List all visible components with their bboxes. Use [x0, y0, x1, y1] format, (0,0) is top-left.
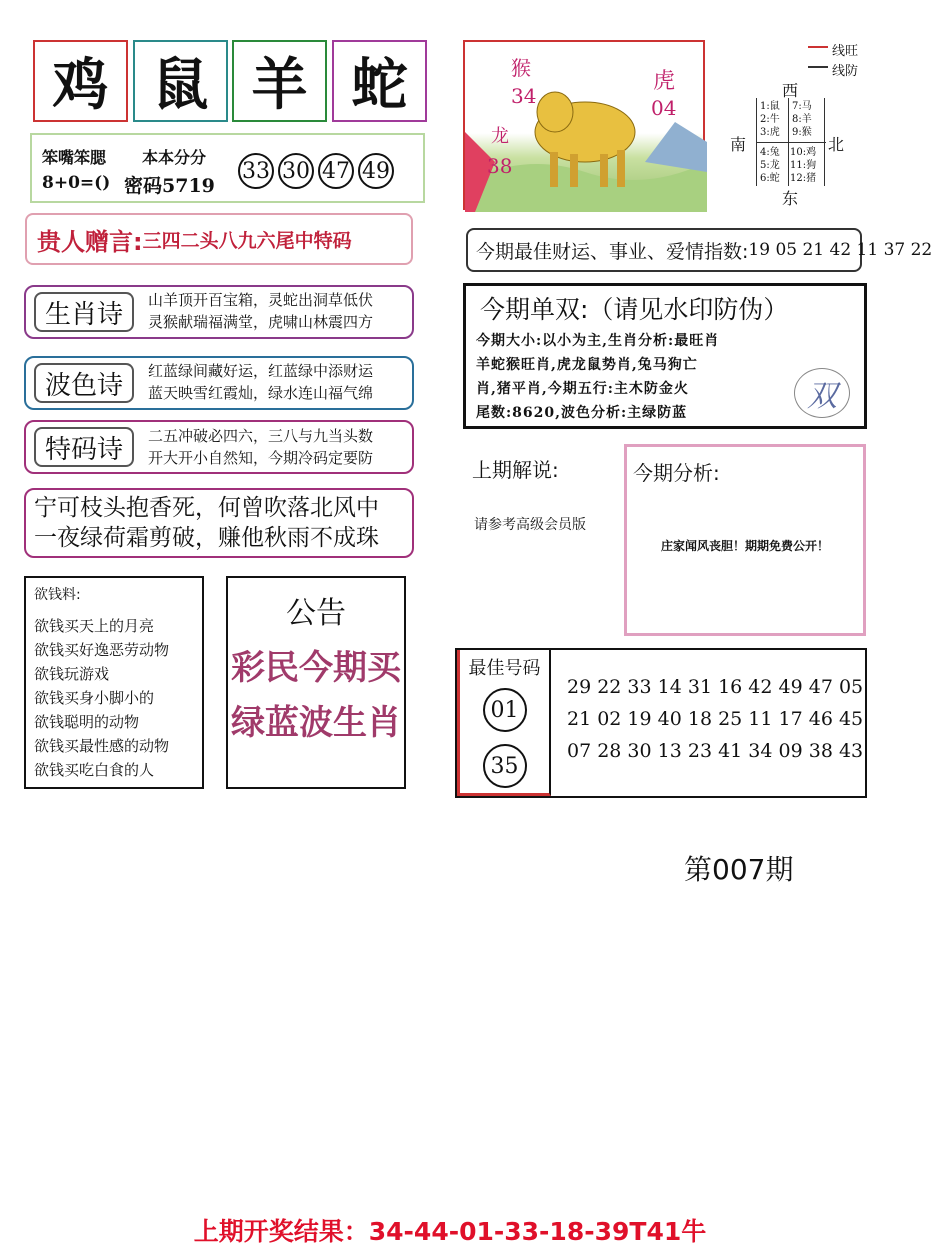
- announcement-line: 彩民今期买: [231, 648, 401, 688]
- pic-hou: 猴: [511, 56, 531, 80]
- compass-diagram: [720, 40, 880, 210]
- riddle-numbers: [238, 153, 398, 189]
- compass-east: 东: [782, 189, 799, 208]
- yuqian-title: 欲钱料:: [34, 587, 81, 603]
- riddle-box: [30, 133, 425, 203]
- pic-hu: 虎: [653, 69, 676, 94]
- last-explain-title: 上期解说:: [472, 458, 559, 482]
- analysis-title: 今期分析:: [633, 461, 720, 485]
- compass-cell: 10:鸡 11:狗 12:猪: [790, 147, 817, 184]
- compass-cell: 4:兔 5:龙 6:蛇: [760, 147, 780, 184]
- pic-hu-num: 04: [651, 96, 677, 120]
- poem-line: 开大开小自然知，今期冷码定要防: [148, 449, 374, 467]
- guiren-label: 贵人赠言:: [37, 227, 143, 256]
- announcement-title: 公告: [286, 596, 346, 631]
- riddle-line1b: 本本分分: [142, 148, 207, 167]
- odd-even-box: [463, 283, 867, 429]
- pic-long-num: 38: [487, 154, 513, 178]
- odd-even-title: 今期单双:（请见水印防伪）: [480, 295, 789, 324]
- poem-line: 山羊顶开百宝箱，灵蛇出洞草低伏: [148, 291, 374, 309]
- analysis-text: 庄家闻风丧胆！期期免费公开！: [660, 539, 829, 553]
- best-row: 07 28 30 13 23 41 34 09 38 43: [567, 740, 864, 762]
- verse-box: [24, 488, 414, 558]
- zodiac-box-4: 蛇: [332, 40, 427, 122]
- index-label: 今期最佳财运、事业、爱情指数:: [476, 240, 749, 263]
- number-circle: 47: [318, 153, 354, 189]
- odd-even-line: 尾数:8620,波色分析:主绿防蓝: [476, 405, 688, 421]
- announcement-box: [226, 576, 406, 789]
- best-row: 29 22 33 14 31 16 42 49 47 05: [567, 676, 864, 698]
- poem-color: [24, 356, 414, 410]
- compass-cell: 1:鼠 2:牛 3:虎: [760, 101, 780, 138]
- guiren-text: 三四二头八九六尾中特码: [142, 229, 352, 252]
- yuqian-box: [24, 576, 204, 789]
- poem-line: 灵猴献瑞福满堂，虎啸山林震四方: [148, 313, 374, 331]
- index-box: [466, 228, 932, 272]
- pic-long: 龙: [491, 126, 509, 147]
- compass-north: 北: [828, 135, 845, 154]
- last-result: 上期开奖结果：34-44-01-33-18-39T41牛: [193, 1217, 707, 1246]
- analysis-box: [624, 444, 866, 636]
- compass-cell: 7:马 8:羊 9:猴: [792, 101, 812, 138]
- yuqian-item: 欲钱买好逸恶劳动物: [34, 641, 170, 659]
- verse-line: 一夜绿荷霜剪破，赚他秋雨不成珠: [34, 525, 379, 551]
- best-numbers-box: [455, 648, 867, 798]
- index-numbers: 19 05 21 42 11 37 22: [748, 240, 932, 260]
- riddle-password: 密码5719: [124, 175, 215, 197]
- poem-line: 二五冲破必四六，三八与九当头数: [148, 427, 374, 445]
- odd-even-stamp: 双: [794, 368, 850, 418]
- last-explain-text: 请参考高级会员版: [474, 517, 586, 533]
- yuqian-item: 欲钱玩游戏: [34, 665, 110, 683]
- odd-even-line: 今期大小:以小为主,生肖分析:最旺肖: [476, 333, 720, 349]
- odd-even-line: 羊蛇猴旺肖,虎龙鼠势肖,兔马狗亡: [476, 357, 698, 373]
- issue-number: 第007期: [684, 853, 794, 886]
- poem-tag: 特码诗: [34, 427, 134, 467]
- yuqian-item: 欲钱买最性感的动物: [34, 737, 170, 755]
- compass-south: 南: [730, 135, 747, 154]
- poem-tag: 生肖诗: [34, 292, 134, 332]
- riddle-line2a: 8+0=(): [42, 173, 111, 193]
- ox-picture: [463, 40, 705, 210]
- poem-tag: 波色诗: [34, 363, 134, 403]
- best-number-2: 35: [483, 744, 527, 788]
- yuqian-item: 欲钱买身小脚小的: [34, 689, 155, 707]
- zodiac-box-1: 鸡: [33, 40, 128, 122]
- best-row: 21 02 19 40 18 25 11 17 46 45: [567, 708, 864, 730]
- best-title: 最佳号码: [468, 658, 541, 679]
- yuqian-item: 欲钱买天上的月亮: [34, 617, 155, 635]
- legend-wang: 线旺: [832, 44, 859, 59]
- verse-line: 宁可枝头抱香死，何曾吹落北风中: [34, 495, 379, 521]
- yuqian-item: 欲钱聪明的动物: [34, 713, 140, 731]
- announcement-line: 绿蓝波生肖: [231, 703, 401, 743]
- best-number-1: 01: [483, 688, 527, 732]
- best-left-panel: [457, 650, 551, 796]
- riddle-line1a: 笨嘴笨腮: [42, 148, 107, 167]
- number-circle: 49: [358, 153, 394, 189]
- zodiac-box-3: 羊: [232, 40, 327, 122]
- guiren-box: [25, 213, 413, 265]
- number-circle: 30: [278, 153, 314, 189]
- number-circle: 33: [238, 153, 274, 189]
- poem-zodiac: [24, 285, 414, 339]
- compass-west: 西: [782, 81, 799, 100]
- poem-special: [24, 420, 414, 474]
- yuqian-item: 欲钱买吃白食的人: [34, 761, 155, 779]
- pic-hou-num: 34: [511, 84, 537, 108]
- poem-line: 蓝天映雪红霞灿，绿水连山福气绵: [148, 384, 374, 402]
- odd-even-line: 肖,猪平肖,今期五行:主木防金火: [476, 381, 689, 397]
- legend-fang: 线防: [832, 64, 859, 79]
- poem-line: 红蓝绿间藏好运，红蓝绿中添财运: [148, 362, 374, 380]
- zodiac-box-2: 鼠: [133, 40, 228, 122]
